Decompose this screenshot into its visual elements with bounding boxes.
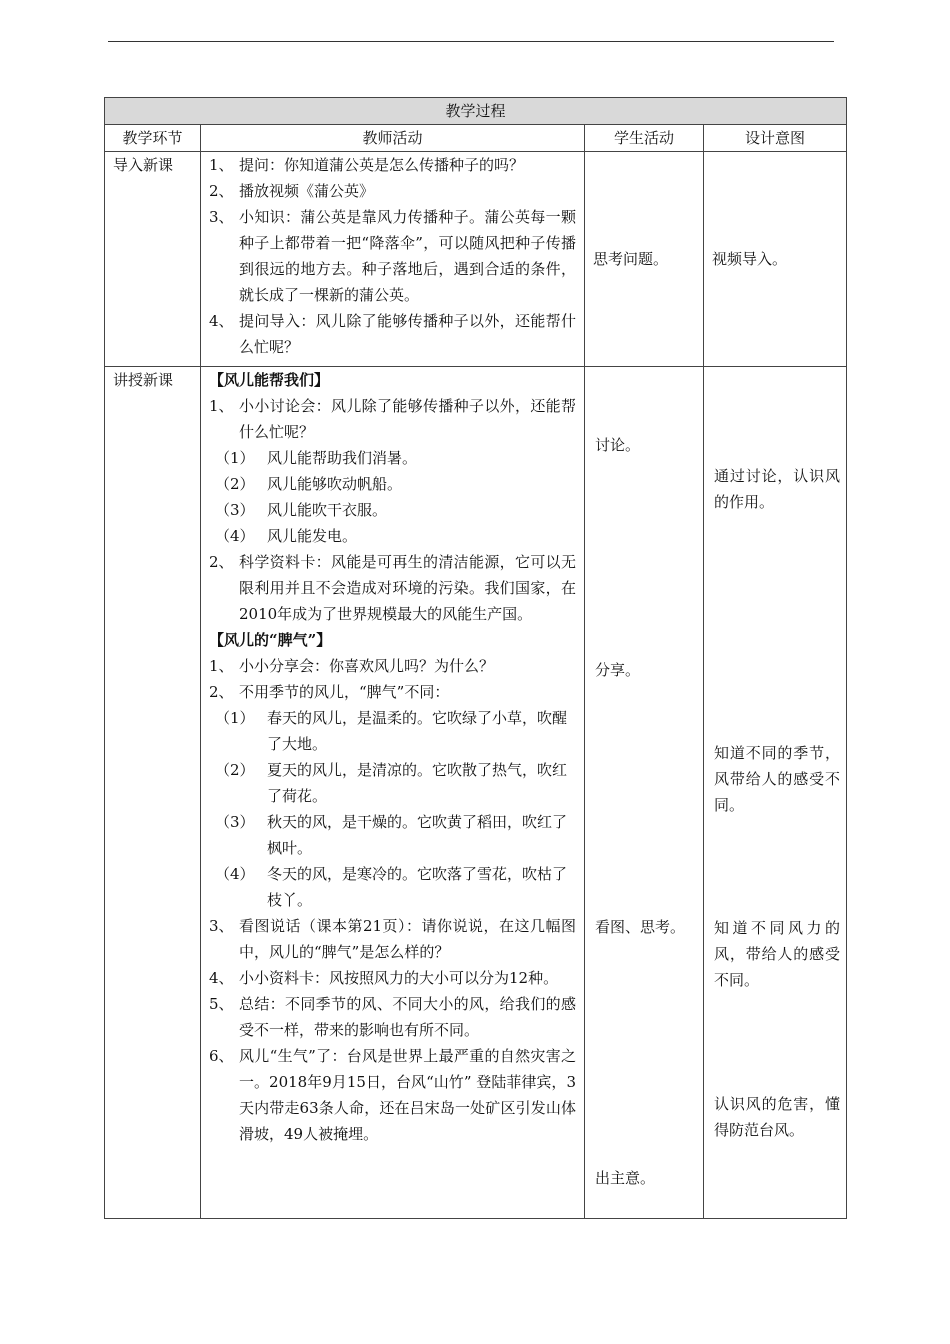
student-note: 讨论。 <box>595 436 641 454</box>
list-item: 3、 看图说话（课本第21页）：请你说说，在这几幅图中，风儿的“脾气”是怎么样的？ <box>209 917 576 961</box>
list-item: 2、 播放视频《蒲公英》 <box>209 182 375 200</box>
sub-item: （2） 夏天的风儿，是清凉的。它吹散了热气，吹红了荷花。 <box>215 761 568 805</box>
heading-wind-helps: 【风儿能帮我们】 <box>209 371 330 389</box>
sub-item: （3） 风儿能吹干衣服。 <box>215 501 388 519</box>
sub-item: （4） 冬天的风，是寒冷的。它吹落了雪花，吹枯了枝丫。 <box>215 865 568 909</box>
list-item: 2、 科学资料卡：风能是可再生的清洁能源，它可以无限利用并且不会造成对环境的污染。我们国家，在2010年成为了世界规模最大的风能生产国。 <box>209 553 576 623</box>
header-stage: 教学环节 <box>105 125 201 152</box>
sub-item: （4） 风儿能发电。 <box>215 527 358 545</box>
student-note: 分享。 <box>595 661 641 679</box>
teacher-activity-intro <box>201 152 585 367</box>
student-activity-lesson <box>585 367 704 1219</box>
header-student: 学生活动 <box>585 125 704 152</box>
design-intent-intro: 视频导入。 <box>704 152 847 367</box>
design-intent-lesson <box>704 367 847 1219</box>
student-note: 看图、思考。 <box>595 918 686 936</box>
design-note: 通过讨论，认识风的作用。 <box>714 467 840 511</box>
section-intro: 导入新课 <box>105 152 201 367</box>
sub-item: （1） 风儿能帮助我们消暑。 <box>215 449 418 467</box>
list-item: 1、 小小讨论会：风儿除了能够传播种子以外，还能帮什么忙呢？ <box>209 397 576 441</box>
teacher-activity-lesson <box>201 367 585 1219</box>
header-design: 设计意图 <box>704 125 847 152</box>
table-title: 教学过程 <box>105 98 847 125</box>
table-row-intro <box>105 152 847 367</box>
student-activity-intro: 思考问题。 <box>585 152 704 367</box>
design-note: 知道不同的季节，风带给人的感受不同。 <box>714 744 840 814</box>
sub-item: （3） 秋天的风，是干燥的。它吹黄了稻田，吹红了枫叶。 <box>215 813 568 857</box>
table-title-row <box>105 98 847 125</box>
list-item: 4、 小小资料卡：风按照风力的大小可以分为12种。 <box>209 969 559 987</box>
teaching-process-table <box>104 97 847 1219</box>
heading-wind-temper: 【风儿的“脾气”】 <box>209 631 332 649</box>
table-header-row <box>105 125 847 152</box>
list-item: 3、 小知识：蒲公英是靠风力传播种子。蒲公英每一颗种子上都带着一把“降落伞”，可以随风把种子传播到很远的地方去。种子落地后，遇到合适的条件，就长成了一棵新的蒲公英。 <box>209 208 576 304</box>
list-item: 1、 小小分享会：你喜欢风儿吗？为什么？ <box>209 657 495 675</box>
list-item: 4、 提问导入：风儿除了能够传播种子以外，还能帮什么忙呢？ <box>209 312 576 356</box>
list-item: 5、 总结：不同季节的风、不同大小的风，给我们的感受不一样，带来的影响也有所不同。 <box>209 995 576 1039</box>
student-note: 出主意。 <box>595 1169 656 1187</box>
list-item: 1、 提问：你知道蒲公英是怎么传播种子的吗？ <box>209 156 525 174</box>
sub-item: （2） 风儿能够吹动帆船。 <box>215 475 403 493</box>
design-note: 认识风的危害，懂得防范台风。 <box>714 1095 840 1139</box>
list-item: 2、 不用季节的风儿，“脾气”不同： <box>209 683 450 701</box>
header-teacher: 教师活动 <box>201 125 585 152</box>
list-item: 6、 风儿“生气”了：台风是世界上最严重的自然灾害之一。2018年9月15日，台风“山竹” 登陆菲律宾，3天内带走63条人命，还在吕宋岛一处矿区引发山体滑坡，49人被掩埋。 <box>209 1047 576 1143</box>
header-rule <box>108 41 834 42</box>
design-note: 知道不同风力的风，带给人的感受不同。 <box>714 919 840 989</box>
table-row-lesson <box>105 367 847 1219</box>
section-lesson: 讲授新课 <box>105 367 201 1219</box>
sub-item: （1） 春天的风儿，是温柔的。它吹绿了小草，吹醒了大地。 <box>215 709 568 753</box>
